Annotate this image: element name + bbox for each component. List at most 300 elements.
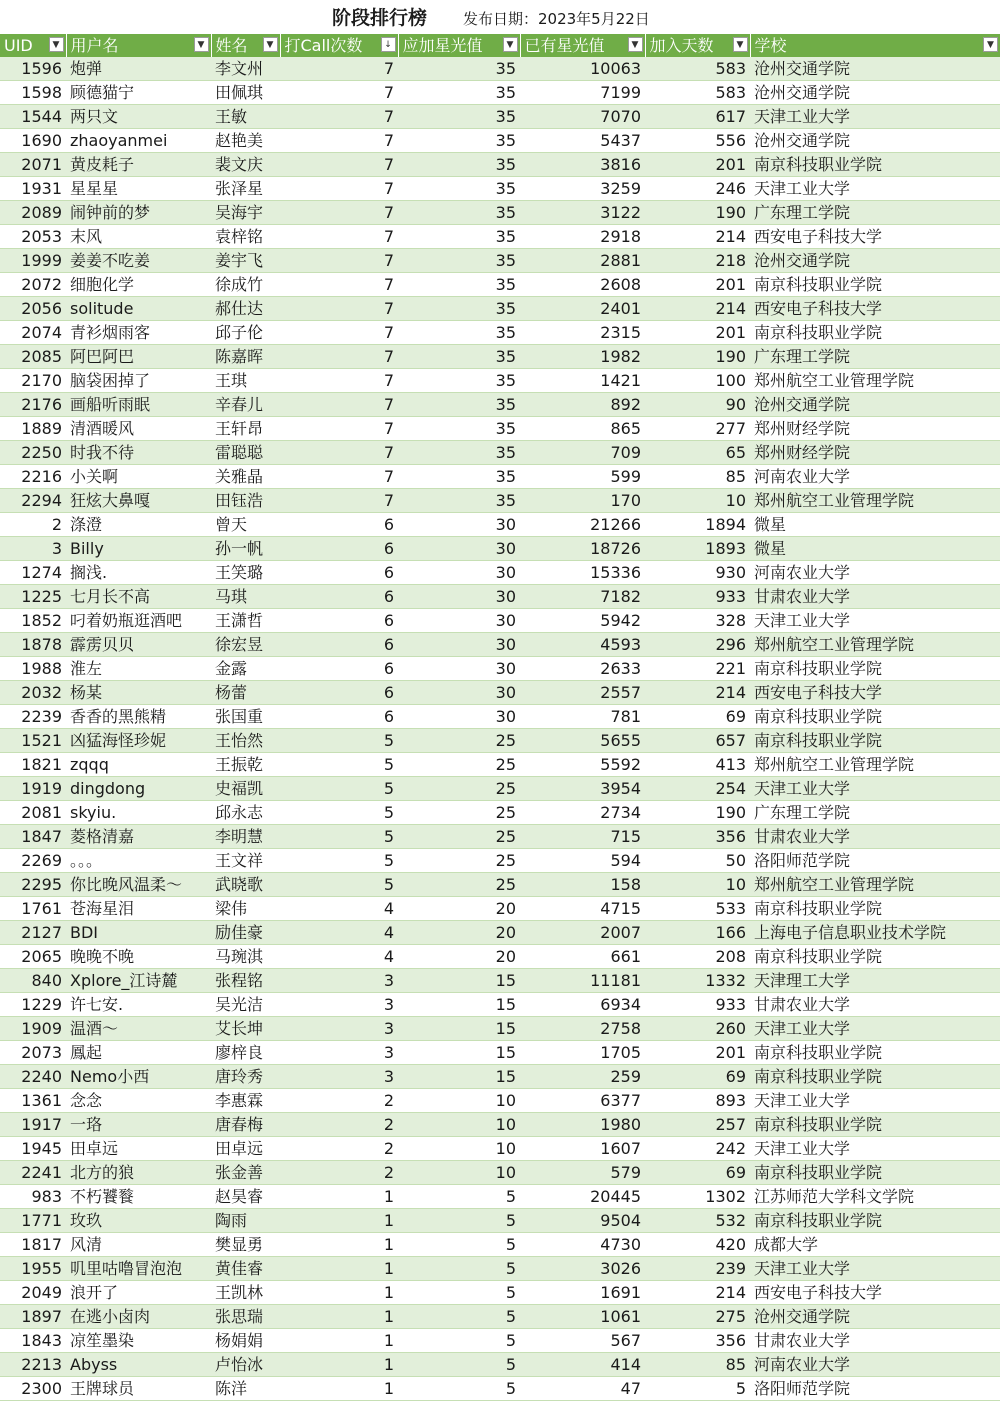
school-cell[interactable]: 南京科技职业学院 <box>750 657 1000 681</box>
school-cell[interactable]: 郑州财经学院 <box>750 441 1000 465</box>
username-cell[interactable]: 两只文 <box>66 105 211 129</box>
uid-cell[interactable]: 1596 <box>0 57 66 81</box>
username-cell[interactable]: 时我不待 <box>66 441 211 465</box>
uid-cell[interactable]: 2127 <box>0 921 66 945</box>
name-cell[interactable]: 吴光洁 <box>211 993 280 1017</box>
username-cell[interactable]: 。。。 <box>66 849 211 873</box>
stars-to-add-cell[interactable]: 5 <box>398 1257 520 1281</box>
uid-cell[interactable]: 1945 <box>0 1137 66 1161</box>
school-cell[interactable]: 广东理工学院 <box>750 345 1000 369</box>
stars-owned-cell[interactable]: 2608 <box>520 273 645 297</box>
stars-owned-cell[interactable]: 2918 <box>520 225 645 249</box>
name-cell[interactable]: 王怡然 <box>211 729 280 753</box>
username-cell[interactable]: 淮左 <box>66 657 211 681</box>
call-count-cell[interactable]: 7 <box>280 441 398 465</box>
username-cell[interactable]: 浪开了 <box>66 1281 211 1305</box>
stars-owned-cell[interactable]: 5942 <box>520 609 645 633</box>
name-cell[interactable]: 裴文庆 <box>211 153 280 177</box>
name-cell[interactable]: 马琬淇 <box>211 945 280 969</box>
school-cell[interactable]: 沧州交通学院 <box>750 1305 1000 1329</box>
uid-cell[interactable]: 1225 <box>0 585 66 609</box>
school-cell[interactable]: 沧州交通学院 <box>750 57 1000 81</box>
stars-to-add-cell[interactable]: 35 <box>398 105 520 129</box>
stars-to-add-cell[interactable]: 30 <box>398 585 520 609</box>
username-cell[interactable]: 温酒～ <box>66 1017 211 1041</box>
uid-cell[interactable]: 2 <box>0 513 66 537</box>
days-joined-cell[interactable]: 10 <box>645 873 750 897</box>
stars-to-add-cell[interactable]: 25 <box>398 849 520 873</box>
call-count-cell[interactable]: 7 <box>280 105 398 129</box>
stars-owned-cell[interactable]: 5592 <box>520 753 645 777</box>
school-cell[interactable]: 微星 <box>750 513 1000 537</box>
username-cell[interactable]: 一珞 <box>66 1113 211 1137</box>
uid-cell[interactable]: 2071 <box>0 153 66 177</box>
school-cell[interactable]: 南京科技职业学院 <box>750 1161 1000 1185</box>
name-cell[interactable]: 陈嘉晖 <box>211 345 280 369</box>
school-cell[interactable]: 郑州航空工业管理学院 <box>750 369 1000 393</box>
school-cell[interactable]: 南京科技职业学院 <box>750 273 1000 297</box>
uid-cell[interactable]: 1274 <box>0 561 66 585</box>
stars-to-add-cell[interactable]: 30 <box>398 657 520 681</box>
name-cell[interactable]: 郝仕达 <box>211 297 280 321</box>
uid-cell[interactable]: 3 <box>0 537 66 561</box>
stars-owned-cell[interactable]: 1421 <box>520 369 645 393</box>
name-cell[interactable]: 田钰浩 <box>211 489 280 513</box>
name-cell[interactable]: 马琪 <box>211 585 280 609</box>
name-cell[interactable]: 邱永志 <box>211 801 280 825</box>
stars-to-add-cell[interactable]: 35 <box>398 273 520 297</box>
call-count-cell[interactable]: 5 <box>280 801 398 825</box>
call-count-cell[interactable]: 3 <box>280 993 398 1017</box>
stars-owned-cell[interactable]: 18726 <box>520 537 645 561</box>
stars-owned-cell[interactable]: 567 <box>520 1329 645 1353</box>
school-cell[interactable]: 河南农业大学 <box>750 561 1000 585</box>
stars-to-add-cell[interactable]: 25 <box>398 777 520 801</box>
username-cell[interactable]: 清酒暖风 <box>66 417 211 441</box>
name-cell[interactable]: 张国重 <box>211 705 280 729</box>
uid-cell[interactable]: 2241 <box>0 1161 66 1185</box>
username-cell[interactable]: 顾德猫宁 <box>66 81 211 105</box>
username-cell[interactable]: 细胞化学 <box>66 273 211 297</box>
call-count-cell[interactable]: 7 <box>280 321 398 345</box>
stars-to-add-cell[interactable]: 30 <box>398 705 520 729</box>
call-count-cell[interactable]: 5 <box>280 777 398 801</box>
school-cell[interactable]: 南京科技职业学院 <box>750 1113 1000 1137</box>
days-joined-cell[interactable]: 166 <box>645 921 750 945</box>
stars-owned-cell[interactable]: 2633 <box>520 657 645 681</box>
filter-dropdown-icon[interactable]: ▼ <box>733 37 748 52</box>
uid-cell[interactable]: 2065 <box>0 945 66 969</box>
name-cell[interactable]: 邱子伦 <box>211 321 280 345</box>
stars-to-add-cell[interactable]: 35 <box>398 441 520 465</box>
stars-to-add-cell[interactable]: 35 <box>398 345 520 369</box>
name-cell[interactable]: 袁梓铭 <box>211 225 280 249</box>
filter-dropdown-icon[interactable]: ▼ <box>983 37 998 52</box>
days-joined-cell[interactable]: 50 <box>645 849 750 873</box>
stars-owned-cell[interactable]: 4593 <box>520 633 645 657</box>
days-joined-cell[interactable]: 85 <box>645 1353 750 1377</box>
call-count-cell[interactable]: 6 <box>280 657 398 681</box>
stars-to-add-cell[interactable]: 20 <box>398 897 520 921</box>
name-cell[interactable]: 赵昊睿 <box>211 1185 280 1209</box>
stars-owned-cell[interactable]: 1607 <box>520 1137 645 1161</box>
username-cell[interactable]: 念念 <box>66 1089 211 1113</box>
school-cell[interactable]: 洛阳师范学院 <box>750 1377 1000 1401</box>
school-cell[interactable]: 天津工业大学 <box>750 1137 1000 1161</box>
stars-to-add-cell[interactable]: 35 <box>398 417 520 441</box>
username-cell[interactable]: Xplore_江诗麓 <box>66 969 211 993</box>
stars-owned-cell[interactable]: 259 <box>520 1065 645 1089</box>
name-cell[interactable]: 励佳豪 <box>211 921 280 945</box>
days-joined-cell[interactable]: 214 <box>645 1281 750 1305</box>
name-cell[interactable]: 艾长坤 <box>211 1017 280 1041</box>
name-cell[interactable]: 姜宇飞 <box>211 249 280 273</box>
name-cell[interactable]: 梁伟 <box>211 897 280 921</box>
stars-to-add-cell[interactable]: 35 <box>398 57 520 81</box>
uid-cell[interactable]: 1361 <box>0 1089 66 1113</box>
call-count-cell[interactable]: 5 <box>280 729 398 753</box>
uid-cell[interactable]: 1598 <box>0 81 66 105</box>
uid-cell[interactable]: 2081 <box>0 801 66 825</box>
username-cell[interactable]: zqqq <box>66 753 211 777</box>
stars-to-add-cell[interactable]: 35 <box>398 297 520 321</box>
stars-owned-cell[interactable]: 5437 <box>520 129 645 153</box>
stars-to-add-cell[interactable]: 35 <box>398 129 520 153</box>
name-cell[interactable]: 张程铭 <box>211 969 280 993</box>
call-count-cell[interactable]: 1 <box>280 1305 398 1329</box>
days-joined-cell[interactable]: 190 <box>645 201 750 225</box>
uid-cell[interactable]: 2269 <box>0 849 66 873</box>
uid-cell[interactable]: 2056 <box>0 297 66 321</box>
stars-owned-cell[interactable]: 6377 <box>520 1089 645 1113</box>
stars-to-add-cell[interactable]: 35 <box>398 321 520 345</box>
days-joined-cell[interactable]: 221 <box>645 657 750 681</box>
name-cell[interactable]: 徐宏昱 <box>211 633 280 657</box>
days-joined-cell[interactable]: 1332 <box>645 969 750 993</box>
username-cell[interactable]: 姜姜不吃姜 <box>66 249 211 273</box>
call-count-cell[interactable]: 7 <box>280 489 398 513</box>
username-cell[interactable]: Nemo小西 <box>66 1065 211 1089</box>
school-cell[interactable]: 南京科技职业学院 <box>750 729 1000 753</box>
name-cell[interactable]: 陈洋 <box>211 1377 280 1401</box>
stars-owned-cell[interactable]: 5655 <box>520 729 645 753</box>
days-joined-cell[interactable]: 257 <box>645 1113 750 1137</box>
call-count-cell[interactable]: 7 <box>280 177 398 201</box>
call-count-cell[interactable]: 6 <box>280 561 398 585</box>
uid-cell[interactable]: 1821 <box>0 753 66 777</box>
school-cell[interactable]: 沧州交通学院 <box>750 249 1000 273</box>
username-cell[interactable]: 风清 <box>66 1233 211 1257</box>
school-cell[interactable]: 天津理工大学 <box>750 969 1000 993</box>
name-cell[interactable]: 杨蕾 <box>211 681 280 705</box>
call-count-cell[interactable]: 7 <box>280 153 398 177</box>
stars-owned-cell[interactable]: 414 <box>520 1353 645 1377</box>
call-count-cell[interactable]: 6 <box>280 609 398 633</box>
stars-to-add-cell[interactable]: 5 <box>398 1233 520 1257</box>
call-count-cell[interactable]: 7 <box>280 57 398 81</box>
days-joined-cell[interactable]: 933 <box>645 585 750 609</box>
call-count-cell[interactable]: 1 <box>280 1377 398 1401</box>
username-cell[interactable]: 凶猛海怪珍妮 <box>66 729 211 753</box>
school-cell[interactable]: 沧州交通学院 <box>750 129 1000 153</box>
filter-dropdown-icon[interactable]: ▼ <box>49 37 64 52</box>
username-cell[interactable]: 星星星 <box>66 177 211 201</box>
days-joined-cell[interactable]: 533 <box>645 897 750 921</box>
stars-owned-cell[interactable]: 11181 <box>520 969 645 993</box>
uid-cell[interactable]: 2239 <box>0 705 66 729</box>
username-cell[interactable]: 画船听雨眠 <box>66 393 211 417</box>
call-count-cell[interactable]: 6 <box>280 705 398 729</box>
username-cell[interactable]: 许七安. <box>66 993 211 1017</box>
name-cell[interactable]: 金露 <box>211 657 280 681</box>
call-count-cell[interactable]: 2 <box>280 1089 398 1113</box>
uid-cell[interactable]: 2089 <box>0 201 66 225</box>
school-cell[interactable]: 甘肃农业大学 <box>750 1329 1000 1353</box>
stars-owned-cell[interactable]: 3816 <box>520 153 645 177</box>
name-cell[interactable]: 田卓远 <box>211 1137 280 1161</box>
stars-owned-cell[interactable]: 20445 <box>520 1185 645 1209</box>
stars-owned-cell[interactable]: 599 <box>520 465 645 489</box>
call-count-cell[interactable]: 1 <box>280 1257 398 1281</box>
school-cell[interactable]: 河南农业大学 <box>750 465 1000 489</box>
call-count-cell[interactable]: 3 <box>280 969 398 993</box>
uid-cell[interactable]: 1761 <box>0 897 66 921</box>
stars-to-add-cell[interactable]: 35 <box>398 153 520 177</box>
name-cell[interactable]: 雷聪聪 <box>211 441 280 465</box>
call-count-cell[interactable]: 7 <box>280 369 398 393</box>
uid-cell[interactable]: 983 <box>0 1185 66 1209</box>
school-cell[interactable]: 南京科技职业学院 <box>750 1065 1000 1089</box>
days-joined-cell[interactable]: 90 <box>645 393 750 417</box>
name-cell[interactable]: 王轩昂 <box>211 417 280 441</box>
name-cell[interactable]: 关雅晶 <box>211 465 280 489</box>
days-joined-cell[interactable]: 1894 <box>645 513 750 537</box>
school-cell[interactable]: 上海电子信息职业技术学院 <box>750 921 1000 945</box>
days-joined-cell[interactable]: 328 <box>645 609 750 633</box>
days-joined-cell[interactable]: 413 <box>645 753 750 777</box>
days-joined-cell[interactable]: 69 <box>645 1065 750 1089</box>
name-cell[interactable]: 廖梓良 <box>211 1041 280 1065</box>
username-cell[interactable]: 北方的狼 <box>66 1161 211 1185</box>
school-cell[interactable]: 河南农业大学 <box>750 1353 1000 1377</box>
name-cell[interactable]: 张泽星 <box>211 177 280 201</box>
username-cell[interactable]: 叼着奶瓶逛酒吧 <box>66 609 211 633</box>
uid-cell[interactable]: 1909 <box>0 1017 66 1041</box>
username-cell[interactable]: 阿巴阿巴 <box>66 345 211 369</box>
uid-cell[interactable]: 1690 <box>0 129 66 153</box>
uid-cell[interactable]: 2074 <box>0 321 66 345</box>
days-joined-cell[interactable]: 657 <box>645 729 750 753</box>
username-cell[interactable]: 青衫烟雨客 <box>66 321 211 345</box>
stars-to-add-cell[interactable]: 35 <box>398 393 520 417</box>
days-joined-cell[interactable]: 254 <box>645 777 750 801</box>
uid-cell[interactable]: 2170 <box>0 369 66 393</box>
stars-to-add-cell[interactable]: 10 <box>398 1137 520 1161</box>
name-cell[interactable]: 王振乾 <box>211 753 280 777</box>
stars-owned-cell[interactable]: 709 <box>520 441 645 465</box>
call-count-cell[interactable]: 1 <box>280 1209 398 1233</box>
school-cell[interactable]: 广东理工学院 <box>750 201 1000 225</box>
name-cell[interactable]: 孙一帆 <box>211 537 280 561</box>
call-count-cell[interactable]: 7 <box>280 225 398 249</box>
uid-cell[interactable]: 1817 <box>0 1233 66 1257</box>
stars-owned-cell[interactable]: 7182 <box>520 585 645 609</box>
days-joined-cell[interactable]: 100 <box>645 369 750 393</box>
uid-cell[interactable]: 1889 <box>0 417 66 441</box>
days-joined-cell[interactable]: 65 <box>645 441 750 465</box>
school-cell[interactable]: 甘肃农业大学 <box>750 993 1000 1017</box>
stars-to-add-cell[interactable]: 35 <box>398 201 520 225</box>
call-count-cell[interactable]: 5 <box>280 825 398 849</box>
uid-cell[interactable]: 1771 <box>0 1209 66 1233</box>
username-cell[interactable]: 不朽饕餮 <box>66 1185 211 1209</box>
stars-to-add-cell[interactable]: 10 <box>398 1161 520 1185</box>
username-cell[interactable]: BDI <box>66 921 211 945</box>
username-cell[interactable]: 叽里咕噜冒泡泡 <box>66 1257 211 1281</box>
school-cell[interactable]: 西安电子科技大学 <box>750 225 1000 249</box>
school-cell[interactable]: 郑州航空工业管理学院 <box>750 633 1000 657</box>
call-count-cell[interactable]: 7 <box>280 201 398 225</box>
call-count-cell[interactable]: 7 <box>280 129 398 153</box>
school-cell[interactable]: 成都大学 <box>750 1233 1000 1257</box>
stars-to-add-cell[interactable]: 35 <box>398 489 520 513</box>
username-cell[interactable]: 末风 <box>66 225 211 249</box>
username-cell[interactable]: zhaoyanmei <box>66 129 211 153</box>
days-joined-cell[interactable]: 201 <box>645 273 750 297</box>
call-count-cell[interactable]: 6 <box>280 633 398 657</box>
days-joined-cell[interactable]: 214 <box>645 225 750 249</box>
school-cell[interactable]: 天津工业大学 <box>750 1017 1000 1041</box>
stars-to-add-cell[interactable]: 25 <box>398 825 520 849</box>
days-joined-cell[interactable]: 420 <box>645 1233 750 1257</box>
stars-owned-cell[interactable]: 7199 <box>520 81 645 105</box>
school-cell[interactable]: 南京科技职业学院 <box>750 897 1000 921</box>
call-count-cell[interactable]: 1 <box>280 1353 398 1377</box>
stars-to-add-cell[interactable]: 10 <box>398 1089 520 1113</box>
uid-cell[interactable]: 2176 <box>0 393 66 417</box>
stars-owned-cell[interactable]: 579 <box>520 1161 645 1185</box>
stars-owned-cell[interactable]: 2557 <box>520 681 645 705</box>
days-joined-cell[interactable]: 214 <box>645 297 750 321</box>
uid-cell[interactable]: 1847 <box>0 825 66 849</box>
school-cell[interactable]: 天津工业大学 <box>750 105 1000 129</box>
uid-cell[interactable]: 1897 <box>0 1305 66 1329</box>
days-joined-cell[interactable]: 242 <box>645 1137 750 1161</box>
school-cell[interactable]: 甘肃农业大学 <box>750 825 1000 849</box>
username-cell[interactable]: 狂炫大鼻嘎 <box>66 489 211 513</box>
stars-to-add-cell[interactable]: 35 <box>398 465 520 489</box>
uid-cell[interactable]: 1878 <box>0 633 66 657</box>
stars-to-add-cell[interactable]: 20 <box>398 921 520 945</box>
school-cell[interactable]: 西安电子科技大学 <box>750 681 1000 705</box>
uid-cell[interactable]: 2049 <box>0 1281 66 1305</box>
stars-to-add-cell[interactable]: 5 <box>398 1185 520 1209</box>
stars-to-add-cell[interactable]: 15 <box>398 969 520 993</box>
stars-owned-cell[interactable]: 2007 <box>520 921 645 945</box>
call-count-cell[interactable]: 3 <box>280 1041 398 1065</box>
school-cell[interactable]: 微星 <box>750 537 1000 561</box>
uid-cell[interactable]: 1955 <box>0 1257 66 1281</box>
stars-owned-cell[interactable]: 594 <box>520 849 645 873</box>
call-count-cell[interactable]: 7 <box>280 273 398 297</box>
stars-owned-cell[interactable]: 9504 <box>520 1209 645 1233</box>
uid-cell[interactable]: 1919 <box>0 777 66 801</box>
username-cell[interactable]: 苍海星泪 <box>66 897 211 921</box>
username-cell[interactable]: 搁浅. <box>66 561 211 585</box>
stars-to-add-cell[interactable]: 15 <box>398 1017 520 1041</box>
stars-owned-cell[interactable]: 7070 <box>520 105 645 129</box>
days-joined-cell[interactable]: 201 <box>645 321 750 345</box>
stars-to-add-cell[interactable]: 30 <box>398 633 520 657</box>
name-cell[interactable]: 张思瑞 <box>211 1305 280 1329</box>
username-cell[interactable]: 菱格清嘉 <box>66 825 211 849</box>
uid-cell[interactable]: 1843 <box>0 1329 66 1353</box>
call-count-cell[interactable]: 2 <box>280 1137 398 1161</box>
days-joined-cell[interactable]: 930 <box>645 561 750 585</box>
stars-owned-cell[interactable]: 10063 <box>520 57 645 81</box>
filter-dropdown-icon[interactable]: ▼ <box>194 37 209 52</box>
username-cell[interactable]: 在逃小卤肉 <box>66 1305 211 1329</box>
stars-owned-cell[interactable]: 4730 <box>520 1233 645 1257</box>
stars-owned-cell[interactable]: 715 <box>520 825 645 849</box>
stars-to-add-cell[interactable]: 5 <box>398 1329 520 1353</box>
username-cell[interactable]: 你比晚风温柔～ <box>66 873 211 897</box>
days-joined-cell[interactable]: 356 <box>645 825 750 849</box>
days-joined-cell[interactable]: 260 <box>645 1017 750 1041</box>
school-cell[interactable]: 天津工业大学 <box>750 177 1000 201</box>
days-joined-cell[interactable]: 5 <box>645 1377 750 1401</box>
days-joined-cell[interactable]: 201 <box>645 153 750 177</box>
school-cell[interactable]: 西安电子科技大学 <box>750 1281 1000 1305</box>
name-cell[interactable]: 王凯林 <box>211 1281 280 1305</box>
name-cell[interactable]: 樊显勇 <box>211 1233 280 1257</box>
stars-to-add-cell[interactable]: 15 <box>398 1041 520 1065</box>
name-cell[interactable]: 李文州 <box>211 57 280 81</box>
call-count-cell[interactable]: 7 <box>280 249 398 273</box>
call-count-cell[interactable]: 6 <box>280 585 398 609</box>
uid-cell[interactable]: 2300 <box>0 1377 66 1401</box>
username-cell[interactable]: 王牌球员 <box>66 1377 211 1401</box>
school-cell[interactable]: 天津工业大学 <box>750 777 1000 801</box>
name-cell[interactable]: 卢怡冰 <box>211 1353 280 1377</box>
days-joined-cell[interactable]: 214 <box>645 681 750 705</box>
school-cell[interactable]: 江苏师范大学科文学院 <box>750 1185 1000 1209</box>
name-cell[interactable]: 陶雨 <box>211 1209 280 1233</box>
uid-cell[interactable]: 1917 <box>0 1113 66 1137</box>
uid-cell[interactable]: 2073 <box>0 1041 66 1065</box>
stars-to-add-cell[interactable]: 30 <box>398 681 520 705</box>
days-joined-cell[interactable]: 893 <box>645 1089 750 1113</box>
call-count-cell[interactable]: 7 <box>280 417 398 441</box>
days-joined-cell[interactable]: 1893 <box>645 537 750 561</box>
stars-to-add-cell[interactable]: 25 <box>398 873 520 897</box>
school-cell[interactable]: 天津工业大学 <box>750 1089 1000 1113</box>
stars-to-add-cell[interactable]: 15 <box>398 1065 520 1089</box>
call-count-cell[interactable]: 7 <box>280 81 398 105</box>
stars-to-add-cell[interactable]: 35 <box>398 369 520 393</box>
school-cell[interactable]: 沧州交通学院 <box>750 393 1000 417</box>
call-count-cell[interactable]: 3 <box>280 1065 398 1089</box>
stars-owned-cell[interactable]: 158 <box>520 873 645 897</box>
uid-cell[interactable]: 2295 <box>0 873 66 897</box>
school-cell[interactable]: 南京科技职业学院 <box>750 321 1000 345</box>
username-cell[interactable]: 七月长不高 <box>66 585 211 609</box>
days-joined-cell[interactable]: 617 <box>645 105 750 129</box>
username-cell[interactable]: 黄皮耗子 <box>66 153 211 177</box>
stars-to-add-cell[interactable]: 25 <box>398 729 520 753</box>
username-cell[interactable]: 小关啊 <box>66 465 211 489</box>
call-count-cell[interactable]: 4 <box>280 921 398 945</box>
